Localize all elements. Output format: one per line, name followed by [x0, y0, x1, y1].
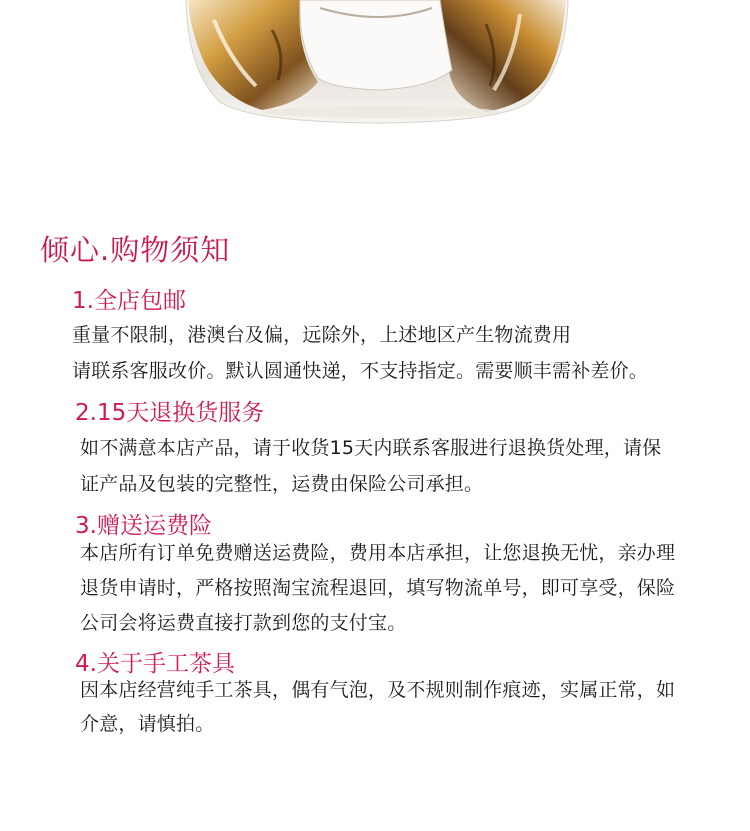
section-text-line: 如不满意本店产品，请于收货15天内联系客服进行退换货处理，请保: [80, 437, 662, 459]
section-text-line: 请联系客服改价。默认圆通快递，不支持指定。需要顺丰需补差价。: [72, 360, 649, 382]
glass-cup-photo: [0, 0, 750, 125]
section-text-line: 退货申请时，严格按照淘宝流程退回，填写物流单号，即可享受，保险: [80, 577, 676, 599]
section-title-return-policy: 2.15天退换货服务: [75, 400, 265, 426]
section-title-handmade-teaware: 4.关于手工茶具: [75, 651, 235, 677]
section-text-line: 证产品及包装的完整性，运费由保险公司承担。: [80, 473, 484, 495]
section-text-line: 介意，请慎拍。: [80, 713, 215, 735]
section-text-line: 公司会将运费直接打款到您的支付宝。: [80, 612, 407, 634]
section-title-shipping-insurance: 3.赠送运费险: [75, 513, 212, 539]
section-title-free-shipping: 1.全店包邮: [72, 288, 186, 314]
section-text-line: 重量不限制，港澳台及偏，远除外，上述地区产生物流费用: [72, 324, 572, 346]
notice-heading: 倾心.购物须知: [40, 233, 231, 267]
section-text-line: 本店所有订单免费赠送运费险，费用本店承担，让您退换无忧，亲办理: [80, 542, 676, 564]
section-text-line: 因本店经营纯手工茶具，偶有气泡，及不规则制作痕迹，实属正常，如: [80, 679, 676, 701]
